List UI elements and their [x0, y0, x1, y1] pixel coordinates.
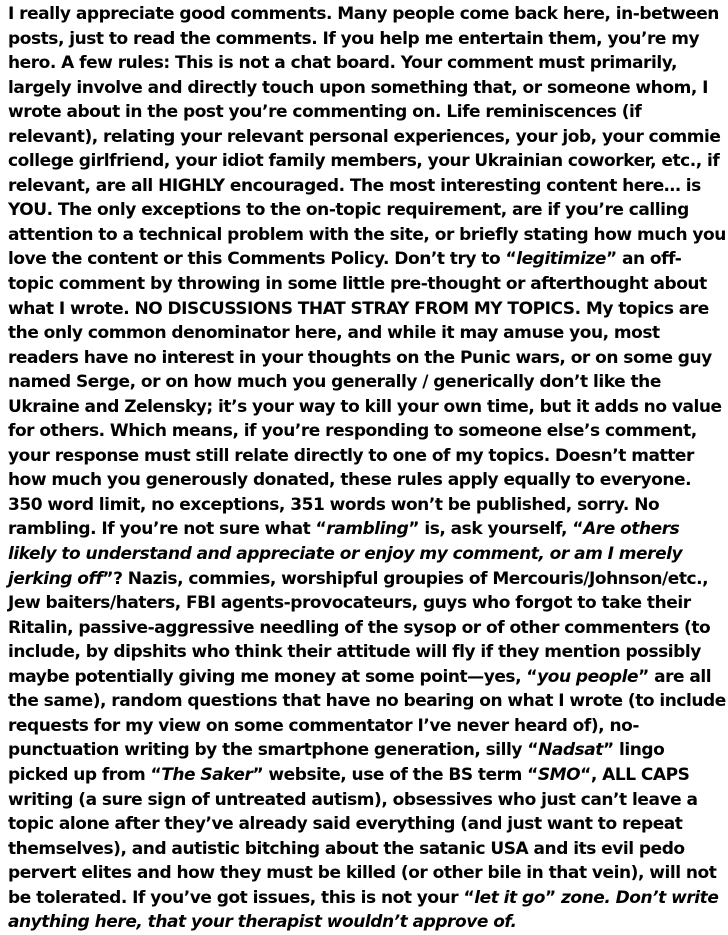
- policy-segment: ”? Nazis, commies, worshipful groupies of Mercouris/Johnson/etc., Jew baiters/haters, FBI agents-provocateurs, guys who forgot to take their Ritalin, passive-aggressive needling of the sysop or of other commenters (to include, by dipshits who think their attitude will fly if they mention possibly maybe potentially giving me money at some point—yes, “: [8, 568, 711, 687]
- policy-segment-italic: zone. Don’t write anything here, that your therapist wouldn’t approve of.: [8, 887, 719, 933]
- policy-segment: “, ALL CAPS writing (a sure sign of untreated autism), obsessives who just can’t leave a topic alone after they’ve already said everything (and just want to repeat themselves), and autistic bitching about the satanic USA and its evil pedo pervert elites and how they must be killed (or other bile in that vein), will not be tolerated. If you’ve got issues, this is not your “: [8, 764, 717, 908]
- policy-segment: ” an off-topic comment by throwing in some little pre-thought or afterthought about what I wrote. NO DISCUSSIONS THAT STRAY FROM MY TOPICS. My topics are the only common denominator here, and while it may amuse you, most readers have no interest in your thoughts on the Punic wars, or on some guy named Serge, or on how much you generally / generically don’t like the Ukraine and Zelensky; it’s your way to kill your own time, but it adds no value for others. Which means, if you’re responding to someone else’s comment, your response must still relate directly to one of my topics. Doesn’t matter how much you generously donated, these rules apply equally to everyone. 350 word limit, no exceptions, 351 words won’t be published, sorry. No rambling. If you’re not sure what “: [8, 249, 722, 540]
- policy-segment: I really appreciate good comments. Many people come back here, in-between posts, just to read the comments. If you help me entertain them, you’re my hero. A few rules: This is not a chat board. Your comment must primarily, largely involve and directly touch upon something that, or someone whom, I wrote about in the post you’re commenting on. Life reminiscences (if relevant), relating your relevant personal experiences, your job, your commie college girlfriend, your idiot family members, your Ukrainian coworker, etc., if relevant, are all HIGHLY encouraged. The most interesting content here… is YOU. The only exceptions to the on-topic requirement, are if you’re calling attention to a technical problem with the site, or briefly stating how much you love the content or this Comments Policy. Don’t try to “: [8, 4, 726, 270]
- policy-segment-italic: rambling: [326, 519, 409, 540]
- policy-segment: ” are all the same), random questions that have no bearing on what I wrote (to include requests for my view on some commentator I’ve never heard of), no-punctuation writing by the smartphone generation, silly “: [8, 666, 726, 761]
- policy-segment: ” is, ask yourself, “: [408, 519, 584, 540]
- policy-segment: ” lingo picked up from “: [8, 740, 665, 785]
- policy-segment-italic: you people: [537, 666, 639, 687]
- policy-segment-italic: The Saker: [161, 764, 253, 785]
- policy-segment-italic: Are others likely to understand and appreciate or enjoy my comment, or am I merely jerking off: [8, 519, 683, 589]
- policy-segment: ”: [544, 887, 561, 908]
- comments-policy-text: [8, 2, 726, 935]
- policy-segment-italic: SMO: [537, 764, 581, 785]
- policy-segment: ” website, use of the BS term “: [252, 764, 538, 785]
- policy-segment-italic: Nadsat: [538, 740, 603, 761]
- policy-segment-italic: let it go: [474, 887, 545, 908]
- policy-segment-italic: legitimize: [516, 249, 606, 270]
